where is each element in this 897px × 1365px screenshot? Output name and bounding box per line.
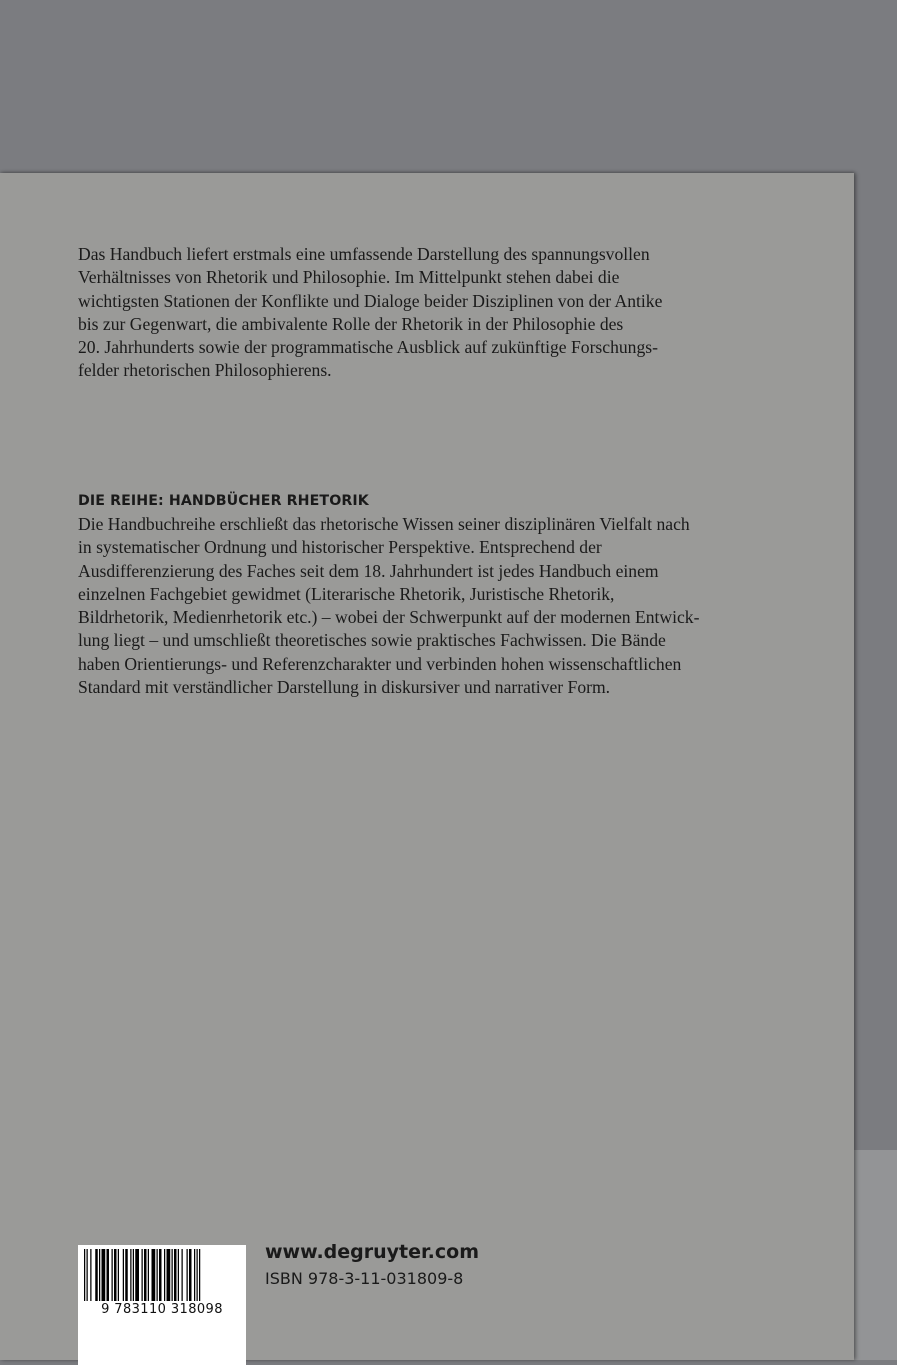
- barcode-bar: [159, 1249, 162, 1301]
- description-line: Das Handbuch liefert erstmals eine umfassende Darstellung des spannungsvollen: [78, 244, 650, 264]
- barcode-bar: [199, 1249, 200, 1301]
- barcode-bar: [174, 1249, 177, 1301]
- barcode-bar: [114, 1249, 117, 1301]
- barcode-bar: [178, 1249, 179, 1301]
- description-line: felder rhetorischen Philosophierens.: [78, 360, 332, 381]
- barcode-bar: [135, 1249, 139, 1301]
- barcode-bar: [144, 1249, 147, 1301]
- barcode-bars: [82, 1249, 242, 1301]
- series-line: Die Handbuchreihe erschließt das rhetorische Wissen seiner disziplinären Vielfalt nach: [78, 514, 690, 534]
- isbn-number: ISBN 978-3-11-031809-8: [265, 1269, 464, 1288]
- barcode-bar: [167, 1249, 171, 1301]
- barcode-bar: [152, 1249, 156, 1301]
- barcode-bar: [84, 1249, 85, 1301]
- barcode-bar: [164, 1249, 165, 1301]
- barcode-bar: [157, 1249, 158, 1301]
- series-description: [78, 513, 778, 699]
- barcode-bar: [107, 1249, 110, 1301]
- series-line: Standard mit verständlicher Darstellung in diskursiver und narrativer Form.: [78, 677, 611, 698]
- description-line: Verhältnisses von Rhetorik und Philosophie. Im Mittelpunkt stehen dabei die: [78, 267, 620, 288]
- barcode-number: 9 783110 318098: [101, 1302, 223, 1317]
- barcode-bar: [90, 1249, 91, 1301]
- isbn-barcode: [78, 1245, 246, 1365]
- book-back-cover: [0, 173, 854, 1360]
- barcode-bar: [130, 1249, 131, 1301]
- barcode-bar: [112, 1249, 113, 1301]
- barcode-bar: [125, 1249, 128, 1301]
- publisher-url[interactable]: www.degruyter.com: [265, 1241, 479, 1263]
- series-line: haben Orientierungs- und Referenzcharakter und verbinden hohen wissenschaftlichen: [78, 653, 682, 674]
- barcode-bar: [187, 1249, 188, 1301]
- series-line: einzelnen Fachgebiet gewidmet (Literarische Rhetorik, Juristische Rhetorik,: [78, 583, 615, 604]
- series-line: Bildrhetorik, Medienrhetorik etc.) – wobei der Schwerpunkt auf der modernen Entwick-: [78, 607, 700, 628]
- barcode-bar: [102, 1249, 106, 1301]
- barcode-bar: [148, 1249, 149, 1301]
- description-line: 20. Jahrhunderts sowie der programmatische Ausblick auf zukünftige Forschungs-: [78, 337, 658, 358]
- barcode-bar: [99, 1249, 100, 1301]
- barcode-bar: [172, 1249, 173, 1301]
- barcode-bar: [142, 1249, 143, 1301]
- barcode-bar: [194, 1249, 195, 1301]
- barcode-bar: [189, 1249, 192, 1301]
- barcode-bar: [182, 1249, 183, 1301]
- barcode-bar: [123, 1249, 124, 1301]
- series-line: in systematischer Ordnung und historischer Perspektive. Entsprechend der: [78, 537, 602, 558]
- series-line: lung liegt – und umschließt theoretisches sowie praktisches Fachwissen. Die Bände: [78, 630, 666, 651]
- barcode-bar: [87, 1249, 88, 1301]
- series-heading: DIE REIHE: HANDBÜCHER RHETORIK: [78, 493, 369, 509]
- barcode-bar: [95, 1249, 98, 1301]
- series-line: Ausdifferenzierung des Faches seit dem 18. Jahrhundert ist jedes Handbuch einem: [78, 560, 659, 581]
- barcode-bar: [197, 1249, 198, 1301]
- description-line: wichtigsten Stationen der Konflikte und Dialoge beider Disziplinen von der Antike: [78, 290, 663, 311]
- barcode-bar: [118, 1249, 119, 1301]
- book-description: [78, 243, 778, 383]
- barcode-bar: [133, 1249, 134, 1301]
- description-line: bis zur Gegenwart, die ambivalente Rolle der Rhetorik in der Philosophie des: [78, 313, 624, 334]
